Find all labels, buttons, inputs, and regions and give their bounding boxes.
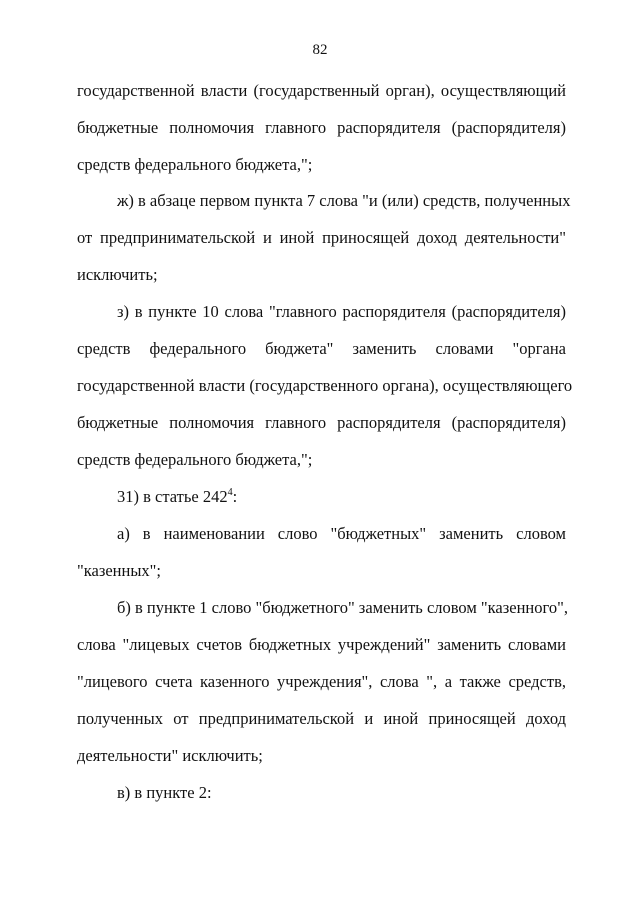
paragraph-first-line: в) в пункте 2: <box>117 783 212 802</box>
paragraph-first-line: а) в наименовании слово "бюджетных" заменить словом <box>117 524 566 543</box>
text-line: "лицевого счета казенного учреждения", слова ", а также средств, <box>77 672 566 691</box>
text-line: полученных от предпринимательской и иной приносящей доход <box>77 709 566 728</box>
text-line: деятельности" исключить; <box>77 746 263 765</box>
article-heading-line <box>117 486 237 508</box>
article-superscript: 4 <box>227 487 233 498</box>
text-line: государственной власти (государственный орган), осуществляющий <box>77 81 566 100</box>
text-line: средств федерального бюджета,"; <box>77 155 313 174</box>
paragraph-first-line: ж) в абзаце первом пункта 7 слова "и (или) средств, полученных <box>117 191 571 210</box>
text-line: "казенных"; <box>77 561 161 580</box>
text-line: исключить; <box>77 265 158 284</box>
text-line: бюджетные полномочия главного распорядителя (распорядителя) <box>77 118 566 137</box>
text-line: государственной власти (государственного органа), осуществляющего <box>77 376 573 395</box>
text-line: бюджетные полномочия главного распорядителя (распорядителя) <box>77 413 566 432</box>
text-line: слова "лицевых счетов бюджетных учреждений" заменить словами <box>77 635 566 654</box>
page-number: 82 <box>312 42 328 58</box>
text-line: от предпринимательской и иной приносящей доход деятельности" <box>77 228 566 247</box>
article-heading-suffix: : <box>232 487 238 506</box>
article-heading-text: 31) в статье 242 <box>117 487 228 506</box>
text-line: средств федерального бюджета" заменить словами "органа <box>77 339 566 358</box>
paragraph-first-line: з) в пункте 10 слова "главного распорядителя (распорядителя) <box>117 302 566 321</box>
text-line: средств федерального бюджета,"; <box>77 450 313 469</box>
paragraph-first-line: б) в пункте 1 слово "бюджетного" заменить словом "казенного", <box>117 598 568 617</box>
